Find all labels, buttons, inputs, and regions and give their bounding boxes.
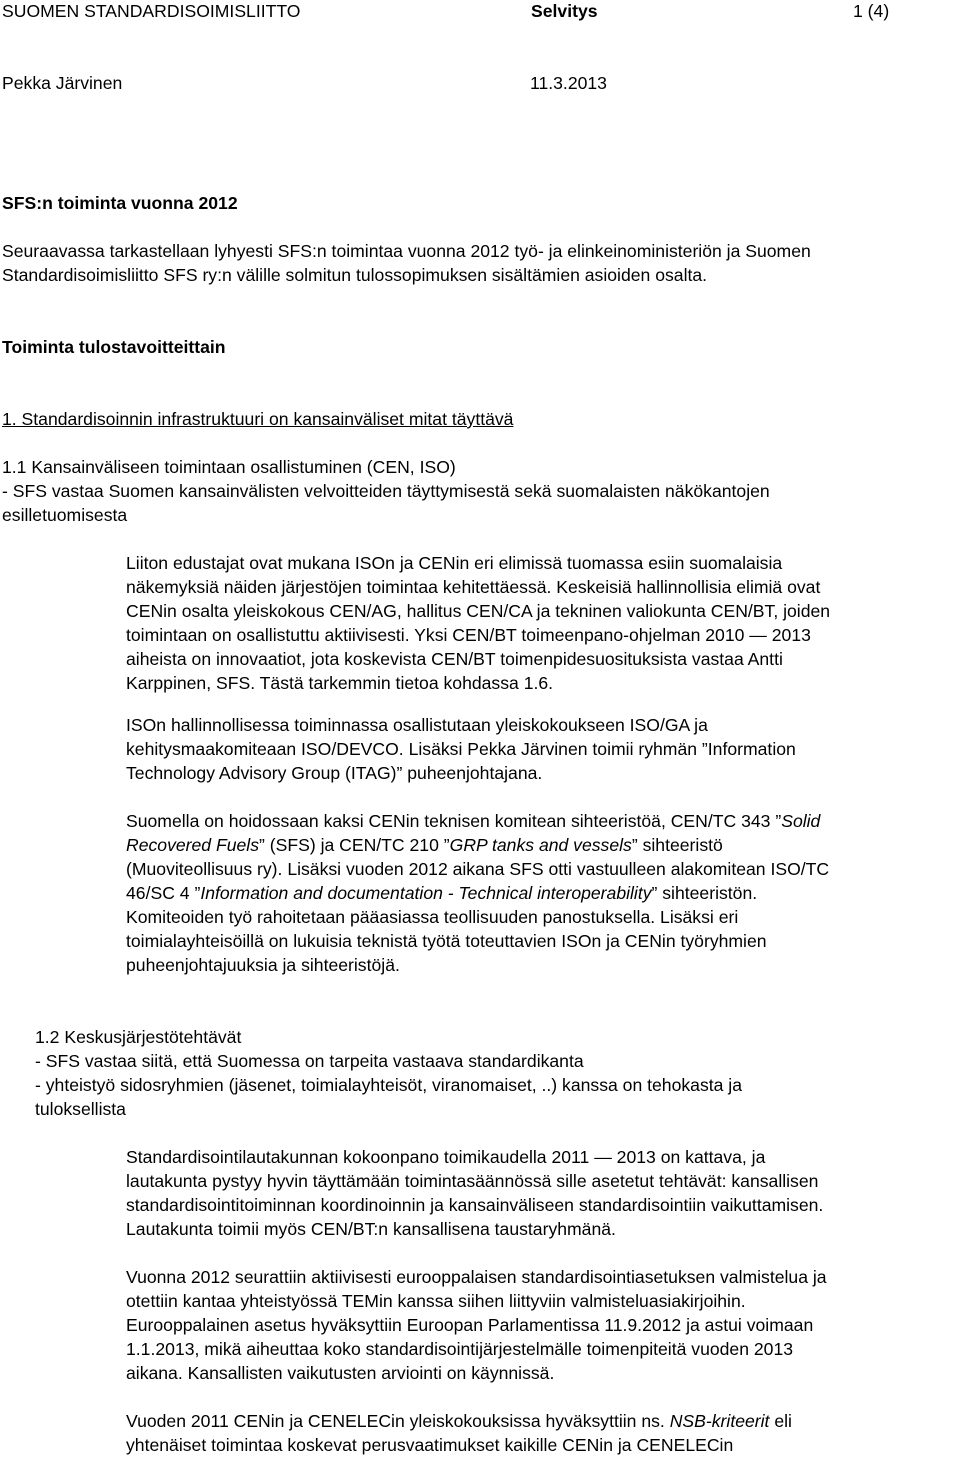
paragraph-line: Karppinen, SFS. Tästä tarkemmin tietoa kohdassa 1.6. <box>126 673 554 693</box>
header-date: 11.3.2013 <box>530 73 607 93</box>
paragraph-line: 1.1.2013, mikä aiheuttaa koko standardisointijärjestelmälle toimenpiteitä vuoden 2013 <box>126 1339 794 1359</box>
paragraph-line: CENin osalta yleiskokous CEN/AG, hallitus CEN/CA ja tekninen valiokunta CEN/BT, joiden <box>126 601 831 621</box>
paragraph-line: toimintaan on osallistuttu aktiivisesti. Yksi CEN/BT toimeenpano-ohjelman 2010 — 2013 <box>126 625 811 645</box>
paragraph-nsb-criteria <box>126 1409 958 1457</box>
section-1-2-line: - yhteistyö sidosryhmien (jäsenet, toimialayhteisöt, viranomaiset, ..) kanssa on tehokasta ja <box>35 1075 743 1095</box>
paragraph-line: lautakunta pystyy hyvin täyttämään toimintasäännössä sille asetetut tehtävät: kansallisen <box>126 1171 819 1191</box>
paragraph-line: aiheista on innovaatiot, jota koskevista CEN/BT toimenpidesuosituksista vastaa Antti <box>126 649 783 669</box>
paragraph-line: 46/SC 4 ”Information and documentation - Technical interoperability” sihteeristön. <box>126 883 758 903</box>
intro-line: Standardisoimisliitto SFS ry:n välille solmitun tulossopimuksen sisältämien asioiden osalta. <box>2 265 708 285</box>
paragraph-line: näkemyksiä näiden järjestöjen toimintaa kehitettäessä. Keskeisiä hallinnollisia elimiä ovat <box>126 577 821 597</box>
paragraph-line: Technology Advisory Group (ITAG)” puheenjohtajana. <box>126 763 543 783</box>
section-1-1 <box>2 455 958 527</box>
paragraph-line: (Muoviteollisuus ry). Lisäksi vuoden 2012 aikana SFS otti vastuulleen alakomitean ISO/TC <box>126 859 830 879</box>
paragraph-line: aikana. Kansallisten vaikutusten arviointi on käynnissä. <box>126 1363 555 1383</box>
paragraph-european-regulation <box>126 1265 958 1385</box>
paragraph-line: toimialayhteisöillä on lukuisia teknistä työtä toteuttavien ISOn ja CENin työryhmien <box>126 931 767 951</box>
paragraph-line: Recovered Fuels” (SFS) ja CEN/TC 210 ”GRP tanks and vessels” sihteeristö <box>126 835 723 855</box>
section-1-1-line: esilletuomisesta <box>2 505 128 525</box>
document-title: SFS:n toiminta vuonna 2012 <box>2 193 238 213</box>
header-document-type: Selvitys <box>531 1 598 21</box>
section-heading: Toiminta tulostavoitteittain <box>2 337 226 357</box>
intro-paragraph <box>2 239 958 287</box>
paragraph-secretariats <box>126 809 958 977</box>
header-organization: SUOMEN STANDARDISOIMISLIITTO <box>2 1 301 21</box>
paragraph-cen-participation <box>126 551 958 695</box>
paragraph-line: standardisointitoiminnan koordinoinnin ja kansainväliseen standardisointiin vaikuttamisen. <box>126 1195 824 1215</box>
paragraph-line: yhtenäiset toimintaa koskevat perusvaatimukset kaikille CENin ja CENELECin <box>126 1435 734 1455</box>
paragraph-line: puheenjohtajuuksia ja sihteeristöjä. <box>126 955 400 975</box>
paragraph-line: Lautakunta toimii myös CEN/BT:n kansallisena taustaryhmänä. <box>126 1219 616 1239</box>
section-1-2-heading: 1.2 Keskusjärjestötehtävät <box>35 1027 242 1047</box>
paragraph-line: Vuoden 2011 CENin ja CENELECin yleiskokouksissa hyväksyttiin ns. NSB-kriteerit eli <box>126 1411 792 1431</box>
sub-heading: 1. Standardisoinnin infrastruktuuri on kansainväliset mitat täyttävä <box>2 409 514 429</box>
paragraph-line: Liiton edustajat ovat mukana ISOn ja CENin eri elimissä tuomassa esiin suomalaisia <box>126 553 783 573</box>
section-1-1-line: - SFS vastaa Suomen kansainvälisten velvoitteiden täyttymisestä sekä suomalaisten näkökantojen <box>2 481 770 501</box>
paragraph-iso-participation <box>126 713 958 785</box>
paragraph-line: kehitysmaakomiteaan ISO/DEVCO. Lisäksi Pekka Järvinen toimii ryhmän ”Information <box>126 739 796 759</box>
section-1-2 <box>35 1025 955 1121</box>
paragraph-standardisation-board <box>126 1145 958 1241</box>
section-1-1-heading: 1.1 Kansainväliseen toimintaan osallistuminen (CEN, ISO) <box>2 457 456 477</box>
intro-line: Seuraavassa tarkastellaan lyhyesti SFS:n toimintaa vuonna 2012 työ- ja elinkeinoministeriön ja Suomen <box>2 241 811 261</box>
paragraph-line: Vuonna 2012 seurattiin aktiivisesti eurooppalaisen standardisointiasetuksen valmistelua ja <box>126 1267 827 1287</box>
section-1-2-line: - SFS vastaa siitä, että Suomessa on tarpeita vastaava standardikanta <box>35 1051 584 1071</box>
header-page-number: 1 (4) <box>853 1 890 21</box>
header-author: Pekka Järvinen <box>2 73 123 93</box>
paragraph-line: otettiin kantaa yhteistyössä TEMin kanssa siihen liittyviin valmisteluasiakirjoihin. <box>126 1291 746 1311</box>
paragraph-line: Eurooppalainen asetus hyväksyttiin Euroopan Parlamentissa 11.9.2012 ja astui voimaan <box>126 1315 814 1335</box>
paragraph-line: Suomella on hoidossaan kaksi CENin teknisen komitean sihteeristöä, CEN/TC 343 ”Solid <box>126 811 821 831</box>
section-1-2-line: tuloksellista <box>35 1099 126 1119</box>
paragraph-line: Standardisointilautakunnan kokoonpano toimikaudella 2011 — 2013 on kattava, ja <box>126 1147 766 1167</box>
paragraph-line: ISOn hallinnollisessa toiminnassa osallistutaan yleiskokoukseen ISO/GA ja <box>126 715 708 735</box>
paragraph-line: Komiteoiden työ rahoitetaan pääasiassa teollisuuden panostuksella. Lisäksi eri <box>126 907 739 927</box>
